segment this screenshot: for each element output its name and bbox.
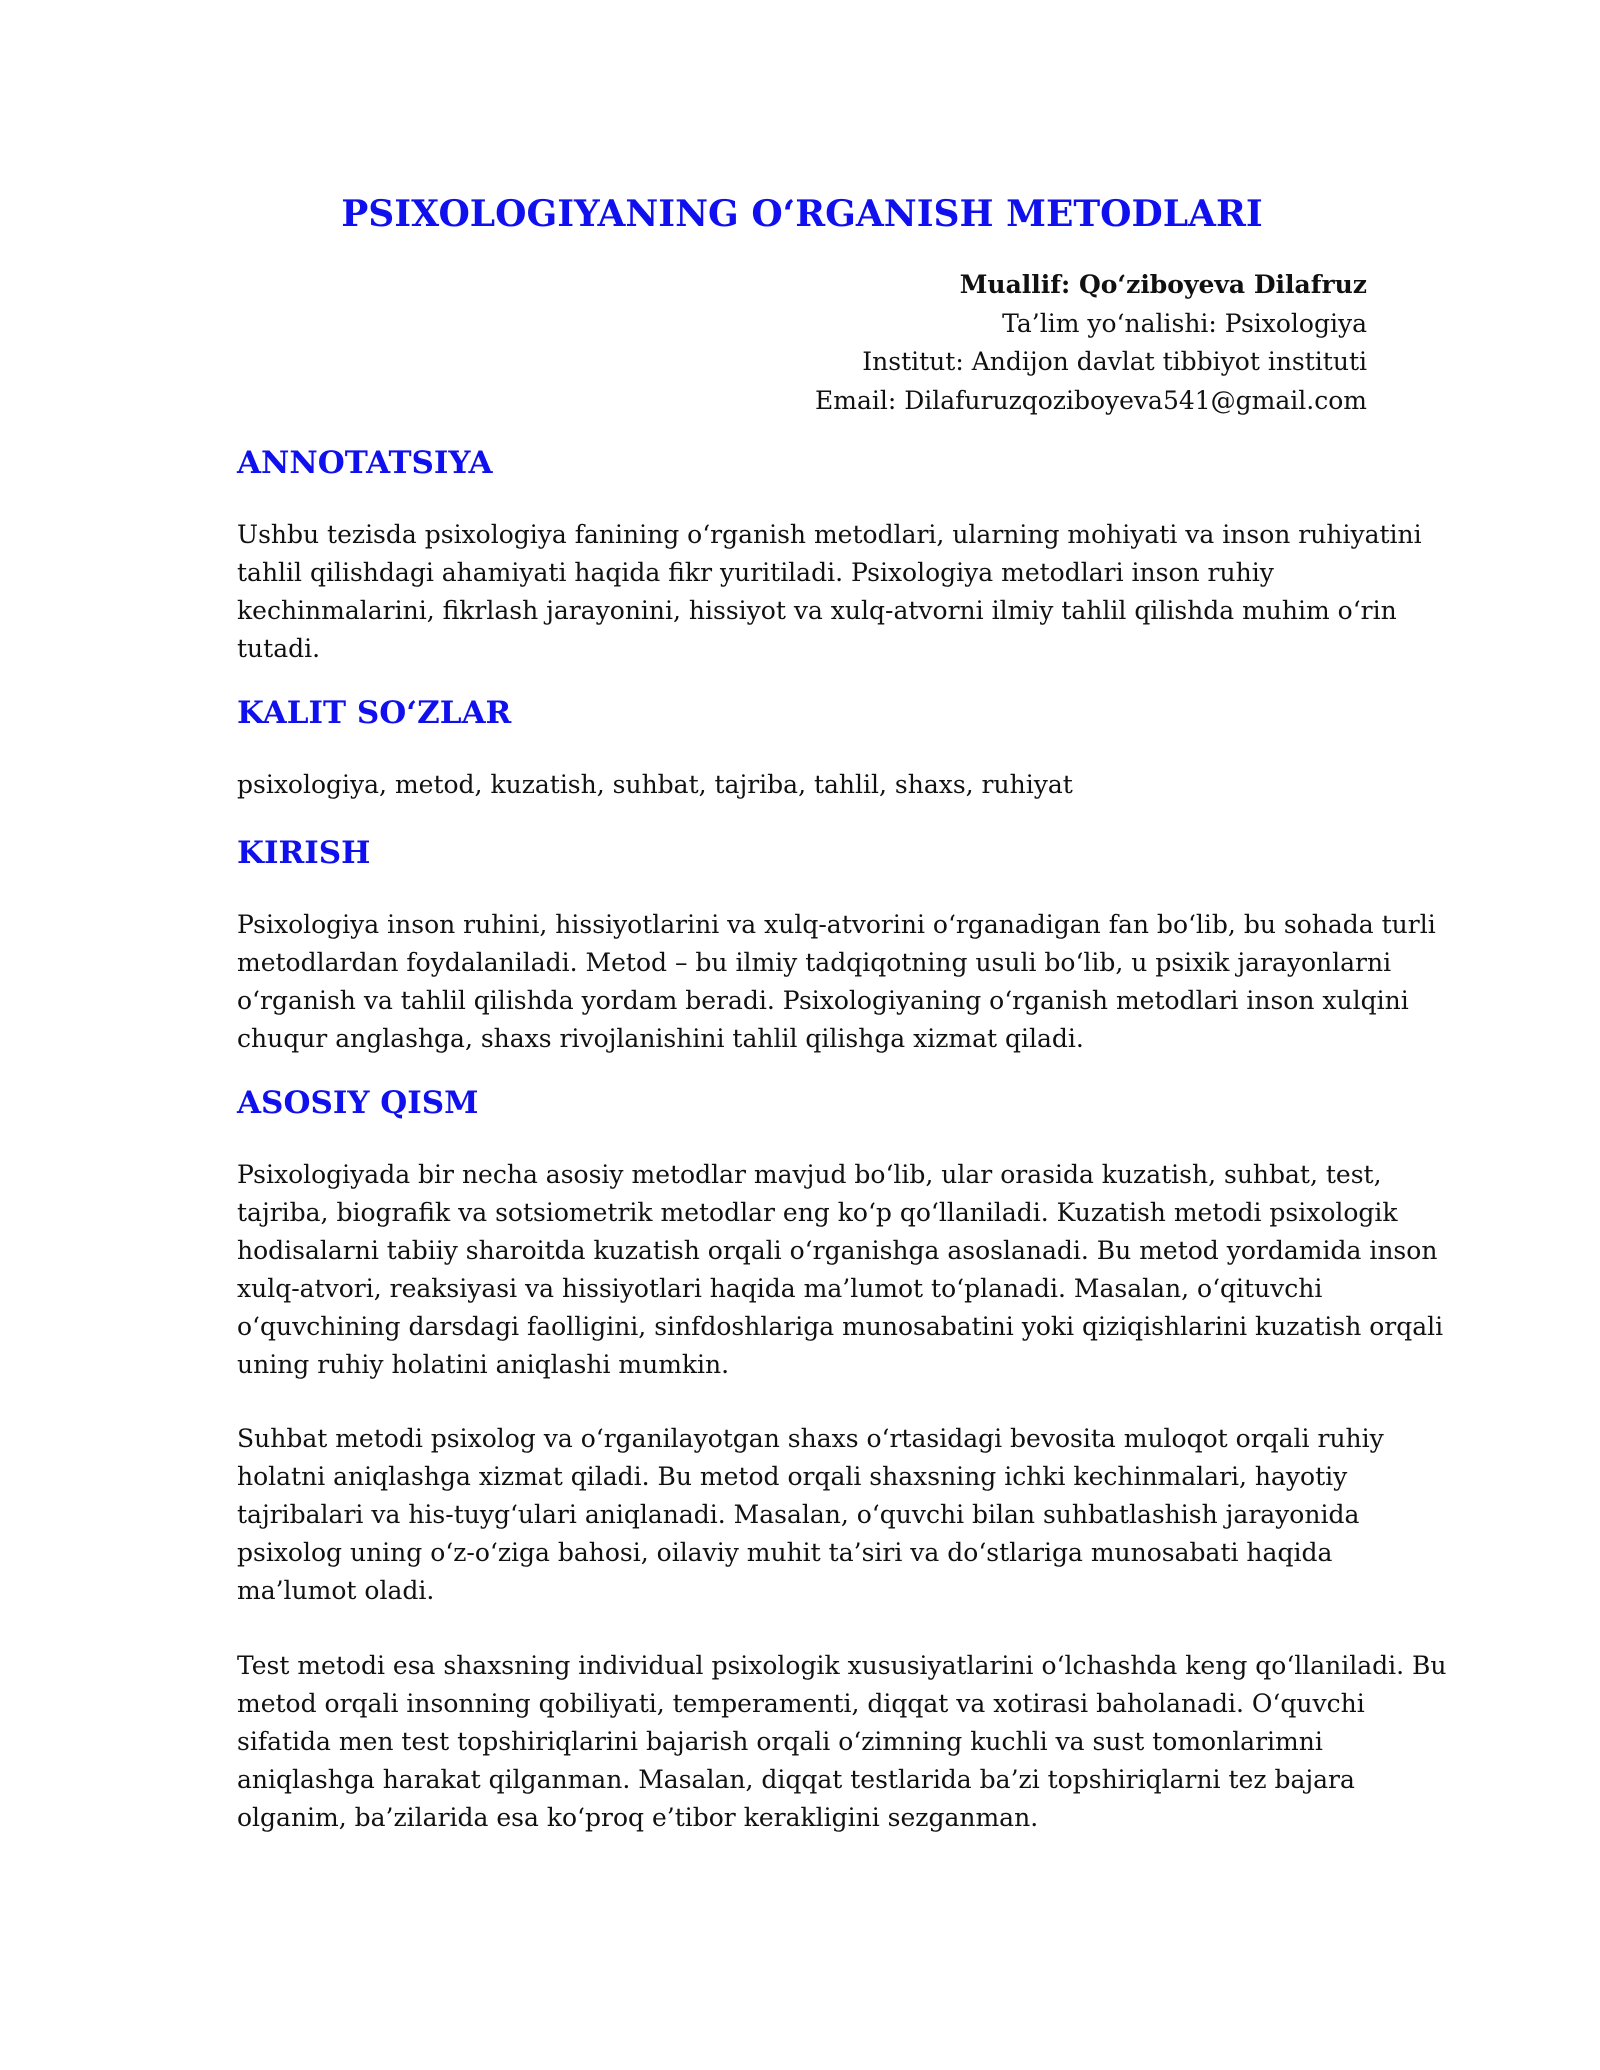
author-field: Ta’lim yo‘nalishi: Psixologiya bbox=[1002, 308, 1367, 338]
author-name: Muallif: Qo‘ziboyeva Dilafruz bbox=[959, 270, 1367, 299]
paragraph-line: chuqur anglashga, shaxs rivojlanishini tahlil qilishga xizmat qiladi. bbox=[237, 1024, 1084, 1053]
section-heading-annotatsiya: ANNOTATSIYA bbox=[237, 445, 493, 481]
paragraph-line: holatni aniqlashga xizmat qiladi. Bu metod orqali shaxsning ichki kechinmalari, hayotiy bbox=[237, 1462, 1348, 1491]
annotation-paragraph bbox=[237, 516, 1422, 668]
paragraph-line: psixolog uning o‘z-o‘ziga bahosi, oilaviy muhit ta’siri va do‘stlariga munosabati haqida bbox=[237, 1538, 1333, 1567]
intro-paragraph bbox=[237, 906, 1436, 1058]
paragraph-line: psixologiya, metod, kuzatish, suhbat, tajriba, tahlil, shaxs, ruhiyat bbox=[237, 770, 1073, 799]
paragraph-line: tutadi. bbox=[237, 634, 321, 663]
keywords-paragraph bbox=[237, 766, 1367, 804]
paragraph-line: tahlil qilishdagi ahamiyati haqida fikr yuritiladi. Psixologiya metodlari inson ruhiy bbox=[237, 558, 1274, 587]
paragraph-line: metodlardan foydalaniladi. Metod – bu ilmiy tadqiqotning usuli bo‘lib, u psixik jarayonlarni bbox=[237, 948, 1392, 977]
author-institute: Institut: Andijon davlat tibbiyot instituti bbox=[862, 347, 1367, 376]
paragraph-line: Psixologiya inson ruhini, hissiyotlarini va xulq-atvorini o‘rganadigan fan bo‘lib, bu sohada turli bbox=[237, 910, 1436, 939]
paragraph-line: kechinmalarini, fikrlash jarayonini, hissiyot va xulq-atvorni ilmiy tahlil qilishda muhim o‘rin bbox=[237, 596, 1397, 625]
paragraph-line: olganim, ba’zilarida esa ko‘proq e’tibor kerakligini sezganman. bbox=[237, 1803, 1039, 1832]
paragraph-line: Test metodi esa shaxsning individual psixologik xususiyatlarini o‘lchashda keng qo‘llaniladi. Bu bbox=[237, 1651, 1447, 1680]
author-email: Email: Dilafuruzqoziboyeva541@gmail.com bbox=[815, 385, 1367, 415]
section-heading-kirish: KIRISH bbox=[237, 835, 371, 871]
paragraph-line: xulq-atvori, reaksiyasi va hissiyotlari haqida ma’lumot to‘planadi. Masalan, o‘qituvchi bbox=[237, 1274, 1323, 1303]
paragraph-line: hodisalarni tabiiy sharoitda kuzatish orqali o‘rganishga asoslanadi. Bu metod yordamida inson bbox=[237, 1236, 1438, 1265]
paragraph-line: aniqlashga harakat qilganman. Masalan, diqqat testlarida ba’zi topshiriqlarni tez bajara bbox=[237, 1765, 1355, 1794]
paragraph-line: uning ruhiy holatini aniqlashi mumkin. bbox=[237, 1350, 730, 1379]
document-title: PSIXOLOGIYANING O‘RGANISH METODLARI bbox=[341, 193, 1263, 235]
main-paragraph-2 bbox=[237, 1420, 1384, 1610]
main-paragraph-3 bbox=[237, 1647, 1447, 1837]
paragraph-line: tajribalari va his-tuyg‘ulari aniqlanadi. Masalan, o‘quvchi bilan suhbatlashish jarayonida bbox=[237, 1500, 1360, 1529]
paragraph-line: Ushbu tezisda psixologiya fanining o‘rganish metodlari, ularning mohiyati va inson ruhiyatini bbox=[237, 520, 1422, 549]
section-heading-asosiy-qism: ASOSIY QISM bbox=[237, 1085, 479, 1121]
paragraph-line: sifatida men test topshiriqlarini bajarish orqali o‘zimning kuchli va sust tomonlarimni bbox=[237, 1727, 1323, 1756]
main-paragraph-1 bbox=[237, 1156, 1444, 1384]
section-heading-kalit-sozlar: KALIT SO‘ZLAR bbox=[237, 695, 512, 731]
paragraph-line: o‘rganish va tahlil qilishda yordam beradi. Psixologiyaning o‘rganish metodlari inson xulqini bbox=[237, 986, 1409, 1015]
paragraph-line: Suhbat metodi psixolog va o‘rganilayotgan shaxs o‘rtasidagi bevosita muloqot orqali ruhiy bbox=[237, 1424, 1384, 1453]
paragraph-line: tajriba, biografik va sotsiometrik metodlar eng ko‘p qo‘llaniladi. Kuzatish metodi psixologik bbox=[237, 1198, 1398, 1227]
author-block bbox=[237, 266, 1367, 420]
paragraph-line: ma’lumot oladi. bbox=[237, 1576, 435, 1605]
paragraph-line: o‘quvchining darsdagi faolligini, sinfdoshlariga munosabatini yoki qiziqishlarini kuzatish orqali bbox=[237, 1312, 1444, 1341]
paragraph-line: metod orqali insonning qobiliyati, temperamenti, diqqat va xotirasi baholanadi. O‘quvchi bbox=[237, 1689, 1365, 1718]
paragraph-line: Psixologiyada bir necha asosiy metodlar mavjud bo‘lib, ular orasida kuzatish, suhbat, test, bbox=[237, 1160, 1382, 1189]
